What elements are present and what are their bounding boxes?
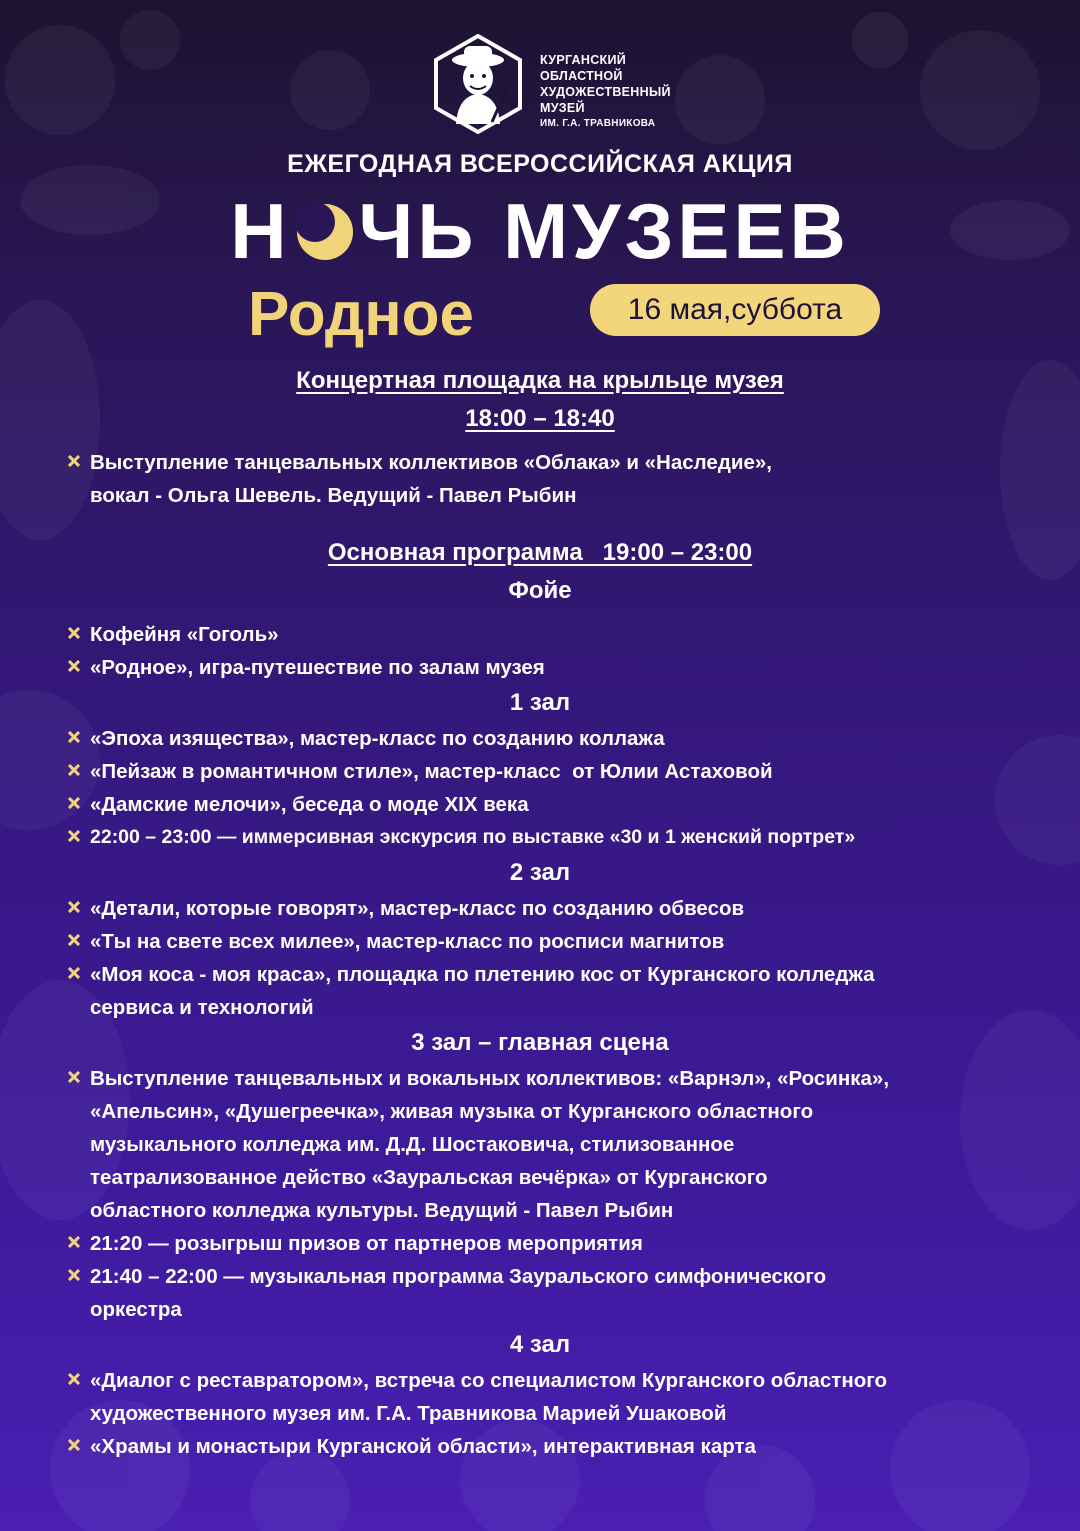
section-title-foyer: Фойе — [508, 577, 572, 604]
portrait-hexagon-icon — [432, 34, 524, 134]
list-item — [90, 1364, 1020, 1430]
list-item-line: театрализованное действо «Зауральская вечёрка» от Курганского — [90, 1166, 768, 1189]
star-bullet-icon — [68, 764, 80, 776]
list-item-line: музыкального колледжа им. Д.Д. Шостаковича, стилизованное — [90, 1133, 735, 1156]
star-bullet-icon — [68, 1269, 80, 1281]
section-title-text: Основная программа 19:00 – 23:00 — [327, 539, 753, 566]
star-bullet-icon — [68, 797, 80, 809]
list-item-line: «Моя коса - моя краса», площадка по плетению кос от Курганского колледжа — [90, 963, 875, 986]
section-title-main — [0, 534, 1080, 572]
list-item-line: 21:40 – 22:00 — музыкальная программа Зауральского симфонического — [90, 1265, 827, 1288]
list-item-line: сервиса и технологий — [90, 996, 314, 1019]
list-item — [90, 788, 1020, 821]
program-content — [0, 362, 1080, 1463]
star-bullet-icon — [68, 1373, 80, 1385]
star-bullet-icon — [68, 934, 80, 946]
list-item — [90, 1062, 1020, 1227]
star-bullet-icon — [68, 967, 80, 979]
star-bullet-icon — [68, 731, 80, 743]
star-bullet-icon — [68, 1071, 80, 1083]
list-item-line: Кофейня «Гоголь» — [90, 623, 279, 646]
list-item-line: «Пейзаж в романтичном стиле», мастер-класс от Юлии Астаховой — [90, 760, 773, 783]
list-item — [90, 892, 1020, 925]
star-bullet-icon — [68, 901, 80, 913]
list-item — [90, 446, 1020, 512]
museum-name-line: ОБЛАСТНОЙ — [540, 69, 623, 83]
title-part: ЧЬ МУЗЕЕВ — [358, 187, 850, 275]
crescent-moon-icon — [293, 198, 357, 264]
list-item-line: «Родное», игра-путешествие по залам музея — [90, 656, 545, 679]
list-item — [90, 618, 1020, 651]
section-title-text: Концертная площадка на крыльце музея — [296, 367, 784, 394]
list-item — [90, 821, 1020, 854]
poster-header — [0, 0, 1080, 360]
section-title-hall1: 1 зал — [509, 689, 571, 716]
list-item-line: 21:20 — розыгрыш призов от партнеров мероприятия — [90, 1232, 643, 1255]
list-item-line: «Диалог с реставратором», встреча со специалистом Курганского областного — [90, 1369, 888, 1392]
list-item-line: оркестра — [90, 1298, 182, 1321]
museum-name-line: ИМ. Г.А. ТРАВНИКОВА — [540, 118, 656, 129]
star-bullet-icon — [68, 1439, 80, 1451]
list-item — [90, 651, 1020, 684]
star-bullet-icon — [68, 627, 80, 639]
section-time-text: 18:00 – 18:40 — [465, 405, 615, 432]
star-bullet-icon — [68, 830, 80, 842]
museum-name-line: МУЗЕЙ — [540, 101, 585, 115]
event-subtitle: Родное — [248, 280, 475, 349]
list-item-line: Выступление танцевальных и вокальных коллективов: «Варнэл», «Росинка», — [90, 1067, 890, 1090]
section-title-hall3: 3 зал – главная сцена — [411, 1029, 669, 1056]
list-item-line: «Дамские мелочи», беседа о моде XIX века — [90, 793, 529, 816]
section-title-hall2: 2 зал — [509, 859, 571, 886]
title-part: Н — [230, 187, 291, 275]
museum-name-line: ХУДОЖЕСТВЕННЫЙ — [540, 85, 671, 99]
list-item-line: областного колледжа культуры. Ведущий - Павел Рыбин — [90, 1199, 674, 1222]
list-item-line: «Апельсин», «Душегреечка», живая музыка от Курганского областного — [90, 1100, 814, 1123]
list-item-line: «Эпоха изящества», мастер-класс по созданию коллажа — [90, 727, 665, 750]
list-item — [90, 1227, 1020, 1260]
date-badge: 16 мая,суббота — [590, 284, 880, 336]
event-title — [0, 188, 1080, 274]
list-item-line: 22:00 – 23:00 — иммерсивная экскурсия по выставке «30 и 1 женский портрет» — [90, 826, 856, 848]
list-item-line: «Храмы и монастыри Курганской области», интерактивная карта — [90, 1435, 756, 1458]
list-item — [90, 958, 1020, 1024]
star-bullet-icon — [68, 455, 80, 467]
section-title-hall4: 4 зал — [509, 1331, 571, 1358]
list-item-line: Выступление танцевальных коллективов «Облака» и «Наследие», — [90, 451, 772, 474]
list-item-line: «Детали, которые говорят», мастер-класс по созданию обвесов — [90, 897, 745, 920]
section-title-concert — [0, 362, 1080, 400]
museum-name-line: КУРГАНСКИЙ — [540, 53, 627, 67]
list-item-line: художественного музея им. Г.А. Травникова Марией Ушаковой — [90, 1402, 727, 1425]
section-time-concert — [0, 400, 1080, 438]
star-bullet-icon — [68, 660, 80, 672]
list-item — [90, 925, 1020, 958]
event-kicker: ЕЖЕГОДНАЯ ВСЕРОССИЙСКАЯ АКЦИЯ — [287, 150, 793, 178]
list-item — [90, 1430, 1020, 1463]
list-item-line: «Ты на свете всех милее», мастер-класс по росписи магнитов — [90, 930, 725, 953]
list-item — [90, 755, 1020, 788]
list-item — [90, 1260, 1020, 1326]
list-item — [90, 722, 1020, 755]
list-item-line: вокал - Ольга Шевель. Ведущий - Павел Рыбин — [90, 484, 577, 507]
star-bullet-icon — [68, 1236, 80, 1248]
museum-name — [540, 52, 671, 132]
